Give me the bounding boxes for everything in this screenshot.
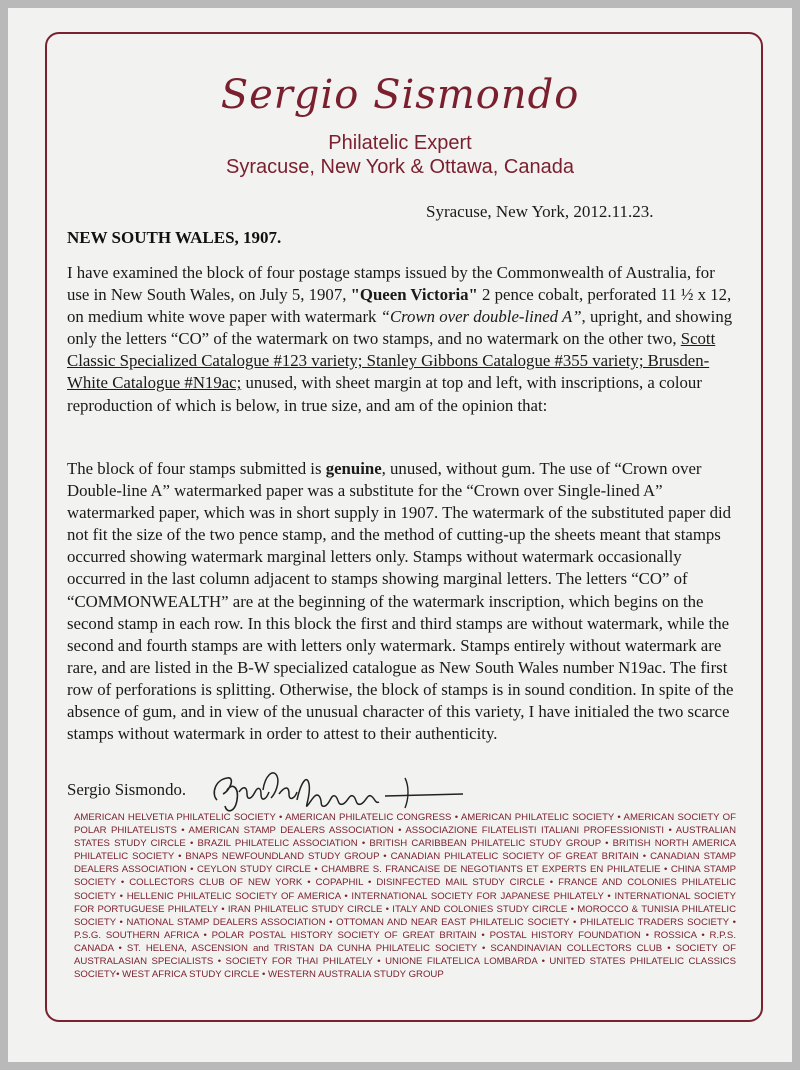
paragraph-text: unused, with sheet margin at top and left, with inscriptions, a colour reproduction of which is below, in true size, and am of the opinion that: (67, 373, 702, 415)
catalogue-references: Scott Classic Specialized Catalogue #123 variety; Stanley Gibbons Catalogue #355 variety; Brusden-White Catalogue #N19ac; (67, 329, 716, 393)
paragraph-text: , unused, without gum. The use of “Crown over Double-line A” watermarked paper was a substitute for the “Crown over Single-lined A” watermarked paper, which was in short supply in 1907. The watermark of the substituted paper did not fit the size of the two pence stamp, and the method of cutting-up the sheets meant that stamps occurred showing watermark marginal letters only. Stamps without watermark occasionally occurred in the last column adjacent to stamps showing marginal letters. The letters “CO” of “COMMONWEALTH” are at the beginning of the watermark inscription, which begins on the second stamp in each row. In this block the first and third stamps are without watermark, while the second and fourth stamps are with letters only watermark. Stamps entirely without watermark are rare, and are listed in the B-W specialized catalogue as New South Wales number N19ac. The first row of perforations is splitting. Otherwise, the block of stamps is in sound condition. In spite of the absence of gum, and in view of the unusual character of this variety, I have initialed the two scarce stamps without watermark in order to attest to their authenticity. (67, 459, 734, 744)
watermark-description: “Crown over double-lined A” (380, 307, 582, 327)
date-line: Syracuse, New York, 2012.11.23. (426, 202, 654, 221)
stamp-name: "Queen Victoria" (350, 285, 478, 305)
expert-name: Sergio Sismondo (220, 72, 580, 118)
paragraph-text: The block of four stamps submitted is (67, 459, 326, 478)
opinion-paragraph (67, 458, 737, 745)
paragraph-text: , upright, and showing only the letters “CO” of the watermark on two stamps, and no watermark on the other two, (67, 307, 733, 349)
expert-location: Syracuse, New York & Ottawa, Canada (226, 156, 574, 178)
expert-title: Philatelic Expert (328, 132, 472, 154)
signer-name: Sergio Sismondo. (67, 780, 187, 799)
paragraph-text: 2 pence cobalt, perforated 11 ½ x 12, on medium white wove paper with watermark (67, 285, 732, 327)
society-memberships: AMERICAN HELVETIA PHILATELIC SOCIETY • AMERICAN PHILATELIC CONGRESS • AMERICAN PHILATELIC SOCIETY • AMERICAN SOCIETY OF POLAR PHILATELISTS • AMERICAN STAMP DEALERS ASSOCIATION • ASSOCIAZIONE FILATELISTI ITALIANI PROFESSIONISTI • AUSTRALIAN STATES STUDY CIRCLE • BRAZIL PHILATELIC ASSOCIATION • BRITISH CARIBBEAN PHILATELIC STUDY GROUP • BRITISH NORTH AMERICA PHILATELIC SOCIETY • BNAPS NEWFOUNDLAND STUDY GROUP • CANADIAN PHILATELIC SOCIETY OF GREAT BRITAIN • CANADIAN STAMP DEALERS ASSOCIATION • CEYLON STUDY CIRCLE • CHAMBRE S. FRANCAISE DE NEGOTIANTS ET EXPERTS EN PHILATELIE • CHINA STAMP SOCIETY • COLLECTORS CLUB OF NEW YORK • COPAPHIL • DISINFECTED MAIL STUDY CIRCLE • FRANCE AND COLONIES PHILATELIC SOCIETY • HELLENIC PHILATELIC SOCIETY OF AMERICA • INTERNATIONAL SOCIETY FOR JAPANESE PHILATELY • INTERNATIONAL SOCIETY FOR PORTUGUESE PHILATELY • IRAN PHILATELIC STUDY CIRCLE • ITALY AND COLONIES STUDY CIRCLE • MOROCCO & TUNISIA PHILATELIC SOCIETY • NATIONAL STAMP DEALERS ASSOCIATION • OTTOMAN AND NEAR EAST PHILATELIC SOCIETY • PHILATELIC TRADERS SOCIETY • P.S.G. SOUTHERN AFRICA • POLAR POSTAL HISTORY SOCIETY OF GREAT BRITAIN • POSTAL HISTORY FOUNDATION • ROSSICA • R.P.S. CANADA • ST. HELENA, ASCENSION and TRISTAN DA CUNHA PHILATELIC SOCIETY • SCANDINAVIAN COLLECTORS CLUB • SOCIETY OF AUSTRALASIAN SPECIALISTS • SOCIETY FOR THAI PHILATELY • UNIONE FILATELICA LOMBARDA • UNITED STATES PHILATELIC CLASSICS SOCIETY• WEST AFRICA STUDY CIRCLE • WESTERN AUSTRALIA STUDY GROUP (74, 812, 736, 981)
examination-paragraph (67, 262, 737, 417)
certificate-heading: NEW SOUTH WALES, 1907. (67, 228, 282, 247)
verdict: genuine (325, 459, 382, 478)
paragraph-text: I have examined the block of four postage stamps issued by the Commonwealth of Australia, for use in New South Wales, on July 5, 1907, (67, 263, 715, 305)
